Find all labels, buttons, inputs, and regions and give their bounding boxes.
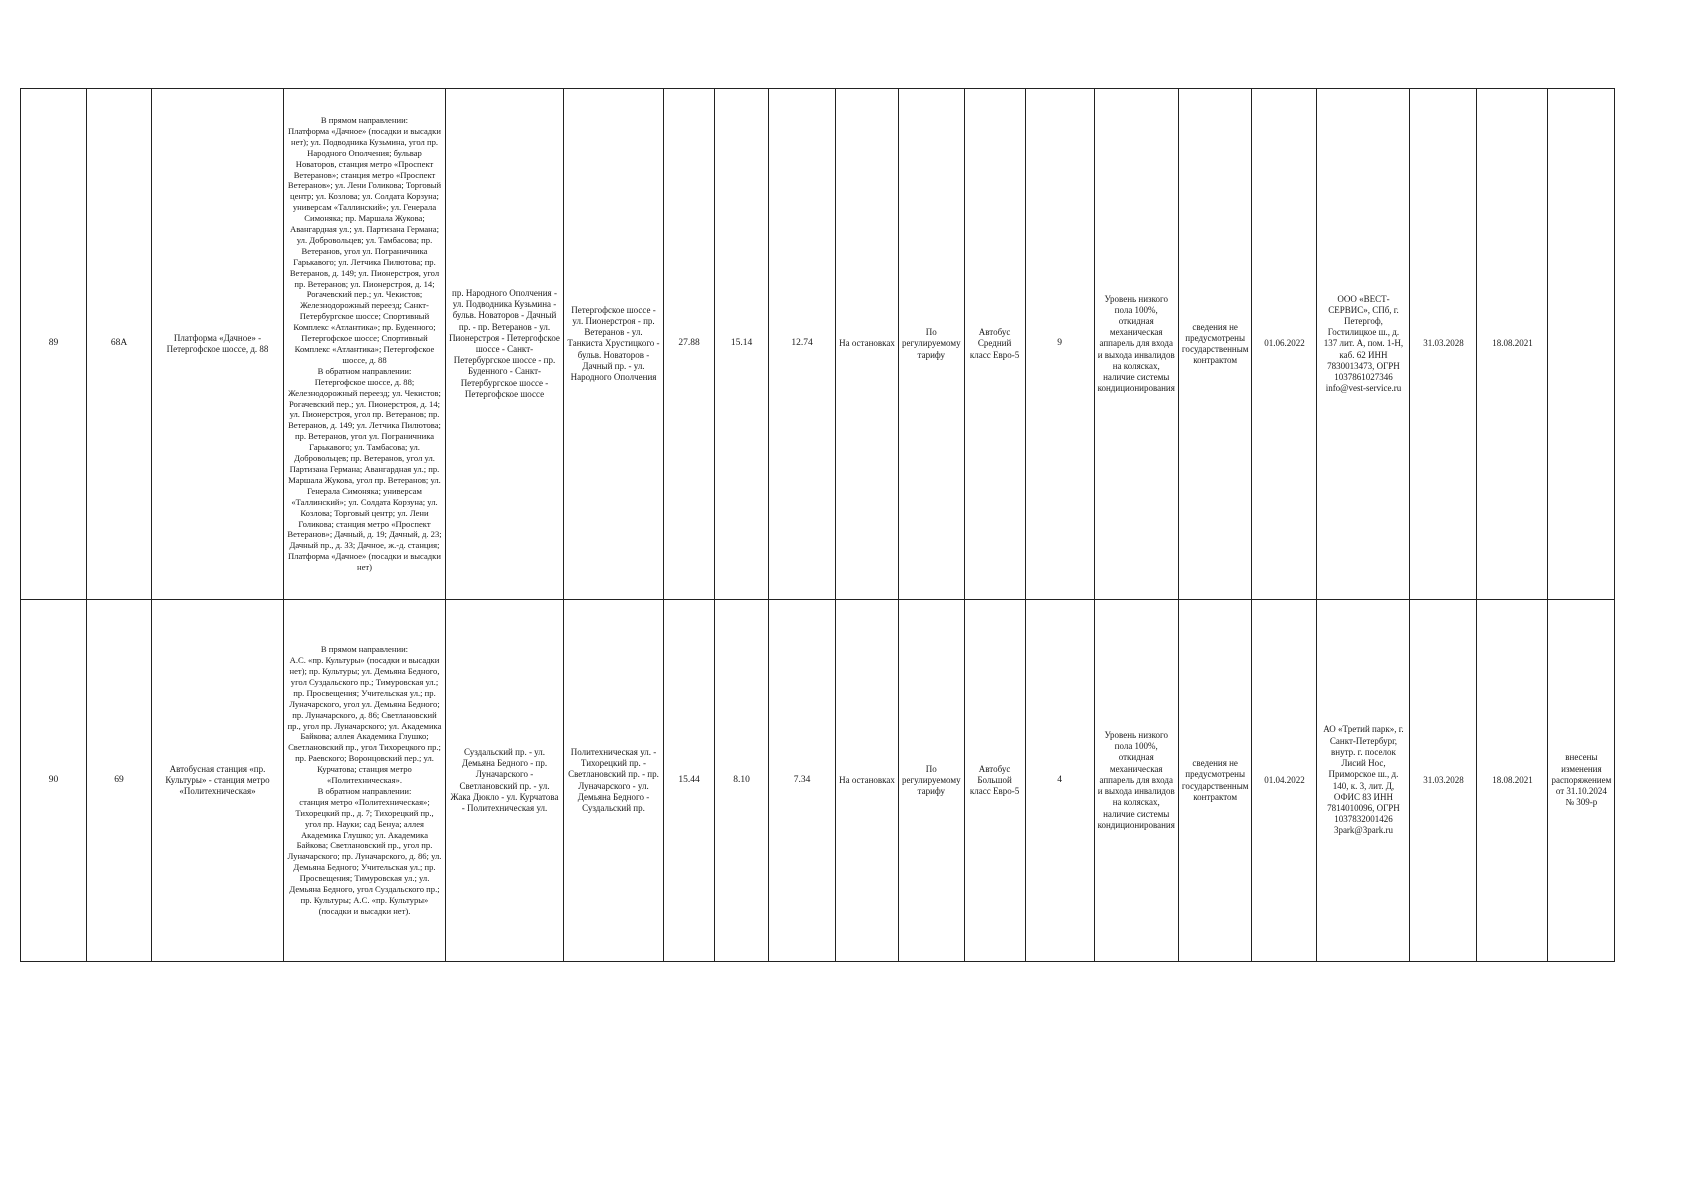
carrier-info: ООО «ВЕСТ-СЕРВИС», СПб, г. Петергоф, Гостилицкое ш., д. 137 лит. А, пом. 1-Н, каб. 62 ИНН 7830013473, ОГРН 1037861027346 info@vest-service.ru	[1317, 89, 1410, 600]
table-row	[21, 600, 1615, 962]
registry-date: 18.08.2021	[1477, 600, 1548, 962]
stop-order: На остановках	[836, 600, 899, 962]
length-forward: 8.10	[715, 600, 769, 962]
tariff-type: По регулируемому тарифу	[899, 89, 965, 600]
streets-backward: Петергофское шоссе - ул. Пионерстроя - пр. Ветеранов - ул. Танкиста Хрустицкого - бульв. Новаторов - Дачный пр. - ул. Народного Ополчения	[564, 89, 664, 600]
vehicle-type: Автобус Средний класс Евро-5	[964, 89, 1025, 600]
table-row	[21, 89, 1615, 600]
vehicle-features: Уровень низкого пола 100%, откидная механическая аппарель для входа и выхода инвалидов на колясках, наличие системы кондиционирования	[1094, 600, 1178, 962]
start-date: 01.06.2022	[1252, 89, 1317, 600]
vehicle-count: 4	[1025, 600, 1094, 962]
streets-forward: пр. Народного Ополчения - ул. Подводника Кузьмина - бульв. Новаторов - Дачный пр. - пр. Ветеранов - ул. Пионерстроя - Петергофское шоссе - Санкт-Петербургское шоссе - пр. Буденного - Санкт-Петербургское шоссе - Петергофское шоссе	[446, 89, 564, 600]
row-number: 90	[21, 600, 87, 962]
route-name: Платформа «Дачное» - Петергофское шоссе, д. 88	[152, 89, 284, 600]
length-total: 27.88	[664, 89, 715, 600]
route-number: 68А	[87, 89, 152, 600]
stop-order: На остановках	[836, 89, 899, 600]
length-backward: 12.74	[769, 89, 836, 600]
streets-backward: Политехническая ул. - Тихорецкий пр. - Светлановский пр. - пр. Луначарского - ул. Демьяна Бедного - Суздальский пр.	[564, 600, 664, 962]
vehicle-count: 9	[1025, 89, 1094, 600]
route-stops: В прямом направлении: А.С. «пр. Культуры» (посадки и высадки нет); пр. Культуры; ул. Демьяна Бедного, угол Суздальского пр.; Тимуровская ул.; пр. Просвещения; Учительская ул.; пр. Луначарского, угол ул. Демьяна Бедного; пр. Луначарского, д. 86; Светлановский пр., угол пр. Луначарского; ул. Академика Байкова; аллея Академика Глушко; Светлановский пр., угол Тихорецкого пр.; пр. Раевского; Воронцовский пер.; ул. Курчатова; станция метро «Политехническая». В обратном направлении: станция метро «Политехническая»; Тихорецкий пр., д. 7; Тихорецкий пр., угол пр. Науки; сад Бенуа; аллея Академика Глушко; ул. Академика Байкова; Светлановский пр., угол пр. Луначарского; пр. Луначарского, д. 86; ул. Демьяна Бедного; Учительская ул.; пр. Просвещения; Тимуровская ул.; ул. Демьяна Бедного, угол Суздальского пр.; пр. Культуры; А.С. «пр. Культуры» (посадки и высадки нет).	[284, 600, 446, 962]
tariff-type: По регулируемому тарифу	[899, 600, 965, 962]
end-date: 31.03.2028	[1410, 89, 1477, 600]
contract-info: сведения не предусмотрены государственным контрактом	[1178, 600, 1252, 962]
vehicle-type: Автобус Большой класс Евро-5	[964, 600, 1025, 962]
length-total: 15.44	[664, 600, 715, 962]
vehicle-features: Уровень низкого пола 100%, откидная механическая аппарель для входа и выхода инвалидов на колясках, наличие системы кондиционирования	[1094, 89, 1178, 600]
changes-note: внесены изменения распоряжением от 31.10.2024 № 309-р	[1548, 600, 1615, 962]
carrier-info: АО «Третий парк», г. Санкт-Петербург, внутр. г. поселок Лисий Нос, Приморское ш., д. 140, к. 3, лит. Д, ОФИС 83 ИНН 7814010096, ОГРН 1037832001426 3park@3park.ru	[1317, 600, 1410, 962]
length-forward: 15.14	[715, 89, 769, 600]
contract-info: сведения не предусмотрены государственным контрактом	[1178, 89, 1252, 600]
changes-note	[1548, 89, 1615, 600]
route-name: Автобусная станция «пр. Культуры» - станция метро «Политехническая»	[152, 600, 284, 962]
registry-date: 18.08.2021	[1477, 89, 1548, 600]
length-backward: 7.34	[769, 600, 836, 962]
start-date: 01.04.2022	[1252, 600, 1317, 962]
route-stops: В прямом направлении: Платформа «Дачное» (посадки и высадки нет); ул. Подводника Кузьмина, угол пр. Народного Ополчения; бульвар Новаторов, станция метро «Проспект Ветеранов»; станция метро «Проспект Ветеранов»; ул. Лени Голикова; Торговый центр; ул. Козлова; ул. Солдата Корзуна; универсам «Таллинский»; ул. Генерала Симоняка; пр. Маршала Жукова; Авангардная ул.; ул. Партизана Германа; ул. Добровольцев; ул. Тамбасова; пр. Ветеранов, угол ул. Пограничника Гарькавого; ул. Летчика Пилютова; пр. Ветеранов, д. 149; ул. Пионерстроя, угол пр. Ветеранов; ул. Пионерстроя, д. 14; Рогачевский пер.; ул. Чекистов; Железнодорожный переезд; Санкт-Петербургское шоссе; Спортивный Комплекс «Атлантика»; пр. Буденного; Петергофское шоссе; Спортивный Комплекс «Атлантика»; Петергофское шоссе, д. 88 В обратном направлении: Петергофское шоссе, д. 88; Железнодорожный переезд; ул. Чекистов; Рогачевский пер.; ул. Пионерстроя, д. 14; ул. Пионерстроя, угол пр. Ветеранов; пр. Ветеранов, д. 149; ул. Летчика Пилютова; пр. Ветеранов, угол ул. Пограничника Гарькавого; ул. Тамбасова; ул. Добровольцев; пр. Ветеранов, угол ул. Партизана Германа; Авангардная ул.; пр. Маршала Жукова, угол пр. Ветеранов; ул. Генерала Симоняка; универсам «Таллинский»; ул. Солдата Корзуна; ул. Козлова; Торговый центр; ул. Лени Голикова; станция метро «Проспект Ветеранов»; Дачный, д. 19; Дачный, д. 23; Дачный пр., д. 33; Дачное, ж.-д. станция; Платформа «Дачное» (посадки и высадки нет)	[284, 89, 446, 600]
route-registry-sheet	[20, 88, 1615, 962]
route-number: 69	[87, 600, 152, 962]
row-number: 89	[21, 89, 87, 600]
route-registry-table	[20, 88, 1615, 962]
streets-forward: Суздальский пр. - ул. Демьяна Бедного - пр. Луначарского - Светлановский пр. - ул. Жака Дюкло - ул. Курчатова - Политехническая ул.	[446, 600, 564, 962]
end-date: 31.03.2028	[1410, 600, 1477, 962]
